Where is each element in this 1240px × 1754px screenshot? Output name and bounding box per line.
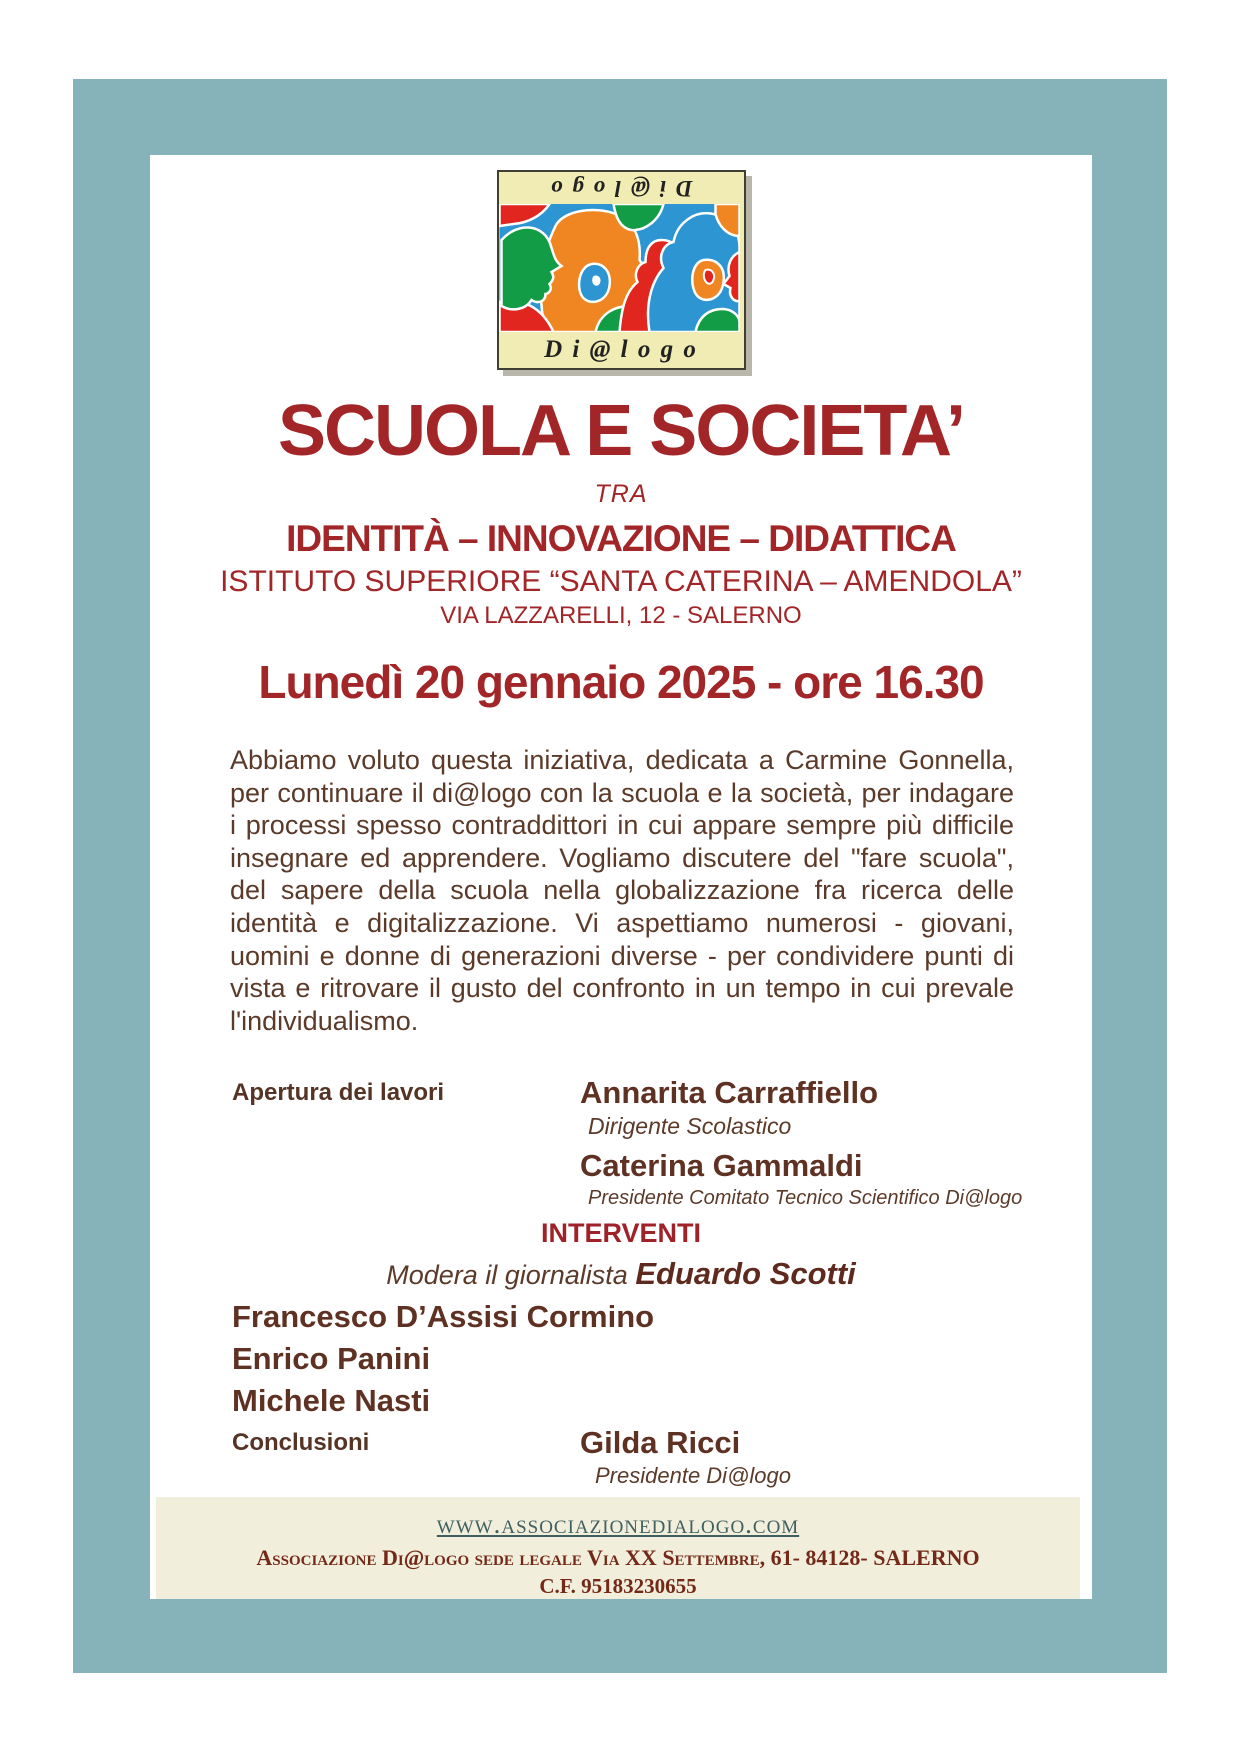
poster-subtitle: IDENTITÀ – INNOVAZIONE – DIDATTICA [286, 518, 956, 559]
event-datetime: Lunedì 20 gennaio 2025 - ore 16.30 [258, 656, 984, 708]
opening-row [150, 1075, 1092, 1111]
dialogo-logo [497, 170, 746, 370]
program-section [150, 1075, 1092, 1489]
logo-bottom-band [499, 332, 744, 368]
conclusions-label: Conclusioni [232, 1429, 370, 1457]
poster-content [150, 155, 1092, 1599]
logo-container [150, 170, 1092, 373]
moderator-line [150, 1256, 1092, 1293]
association-address: Associazione Di@logo sede legale Via XX Settembre, 61- 84128- SALERNO [256, 1545, 980, 1571]
moderator-prefix: Modera il giornalista [386, 1260, 636, 1291]
intro-paragraph: Abbiamo voluto questa iniziativa, dedicata a Carmine Gonnella, per continuare il di@logo con la scuola e la società, per indagare i processi spesso contraddittori in cui appare sempre più difficile insegnare ed apprendere. Vogliamo discutere del "fare scuola", del sapere della scuola nella globalizzazione fra ricerca delle identità e digitalizzazione. Vi aspettiamo numerosi - giovani, uomini e donne di generazioni diverse - per condividere punti di vista e ritrovare il gusto del confronto in un tempo in cui prevale l'individualismo. [230, 745, 1014, 1036]
poster-title: SCUOLA E SOCIETA’ [277, 391, 965, 471]
speaker-name: Caterina Gammaldi [580, 1148, 863, 1184]
speaker-role: Dirigente Scolastico [588, 1113, 792, 1140]
speaker-name: Annarita Carraffiello [580, 1075, 879, 1111]
moderator-name: Eduardo Scotti [635, 1256, 856, 1292]
dialogo-faces-icon [499, 204, 740, 332]
speaker-role: Presidente Comitato Tecnico Scientifico Di@logo [588, 1187, 1023, 1210]
logo-top-band [499, 172, 744, 204]
conclusions-row [150, 1425, 1092, 1461]
logo-word: D i @ l o g o [544, 336, 698, 363]
conclusions-role: Presidente Di@logo [595, 1463, 791, 1489]
panelist-name: Michele Nasti [232, 1383, 431, 1419]
speaker-row [150, 1148, 1092, 1184]
title-connector: TRA [594, 480, 648, 508]
panelist-name: Enrico Panini [232, 1341, 431, 1377]
interventi-heading: INTERVENTI [540, 1218, 702, 1249]
website-link[interactable]: www.associazionedialogo.com [436, 1509, 800, 1540]
fiscal-code: C.F. 95183230655 [539, 1574, 697, 1599]
conclusions-name: Gilda Ricci [580, 1425, 741, 1461]
opening-label: Apertura dei lavori [232, 1079, 445, 1107]
institute-address: VIA LAZZARELLI, 12 - SALERNO [440, 602, 802, 629]
institute-name: ISTITUTO SUPERIORE “SANTA CATERINA – AMENDOLA” [220, 565, 1022, 598]
footer-box [156, 1497, 1080, 1599]
panelist-name: Francesco D’Assisi Cormino [232, 1299, 655, 1335]
logo-word-mirrored: D i @ l o g o [549, 176, 693, 201]
